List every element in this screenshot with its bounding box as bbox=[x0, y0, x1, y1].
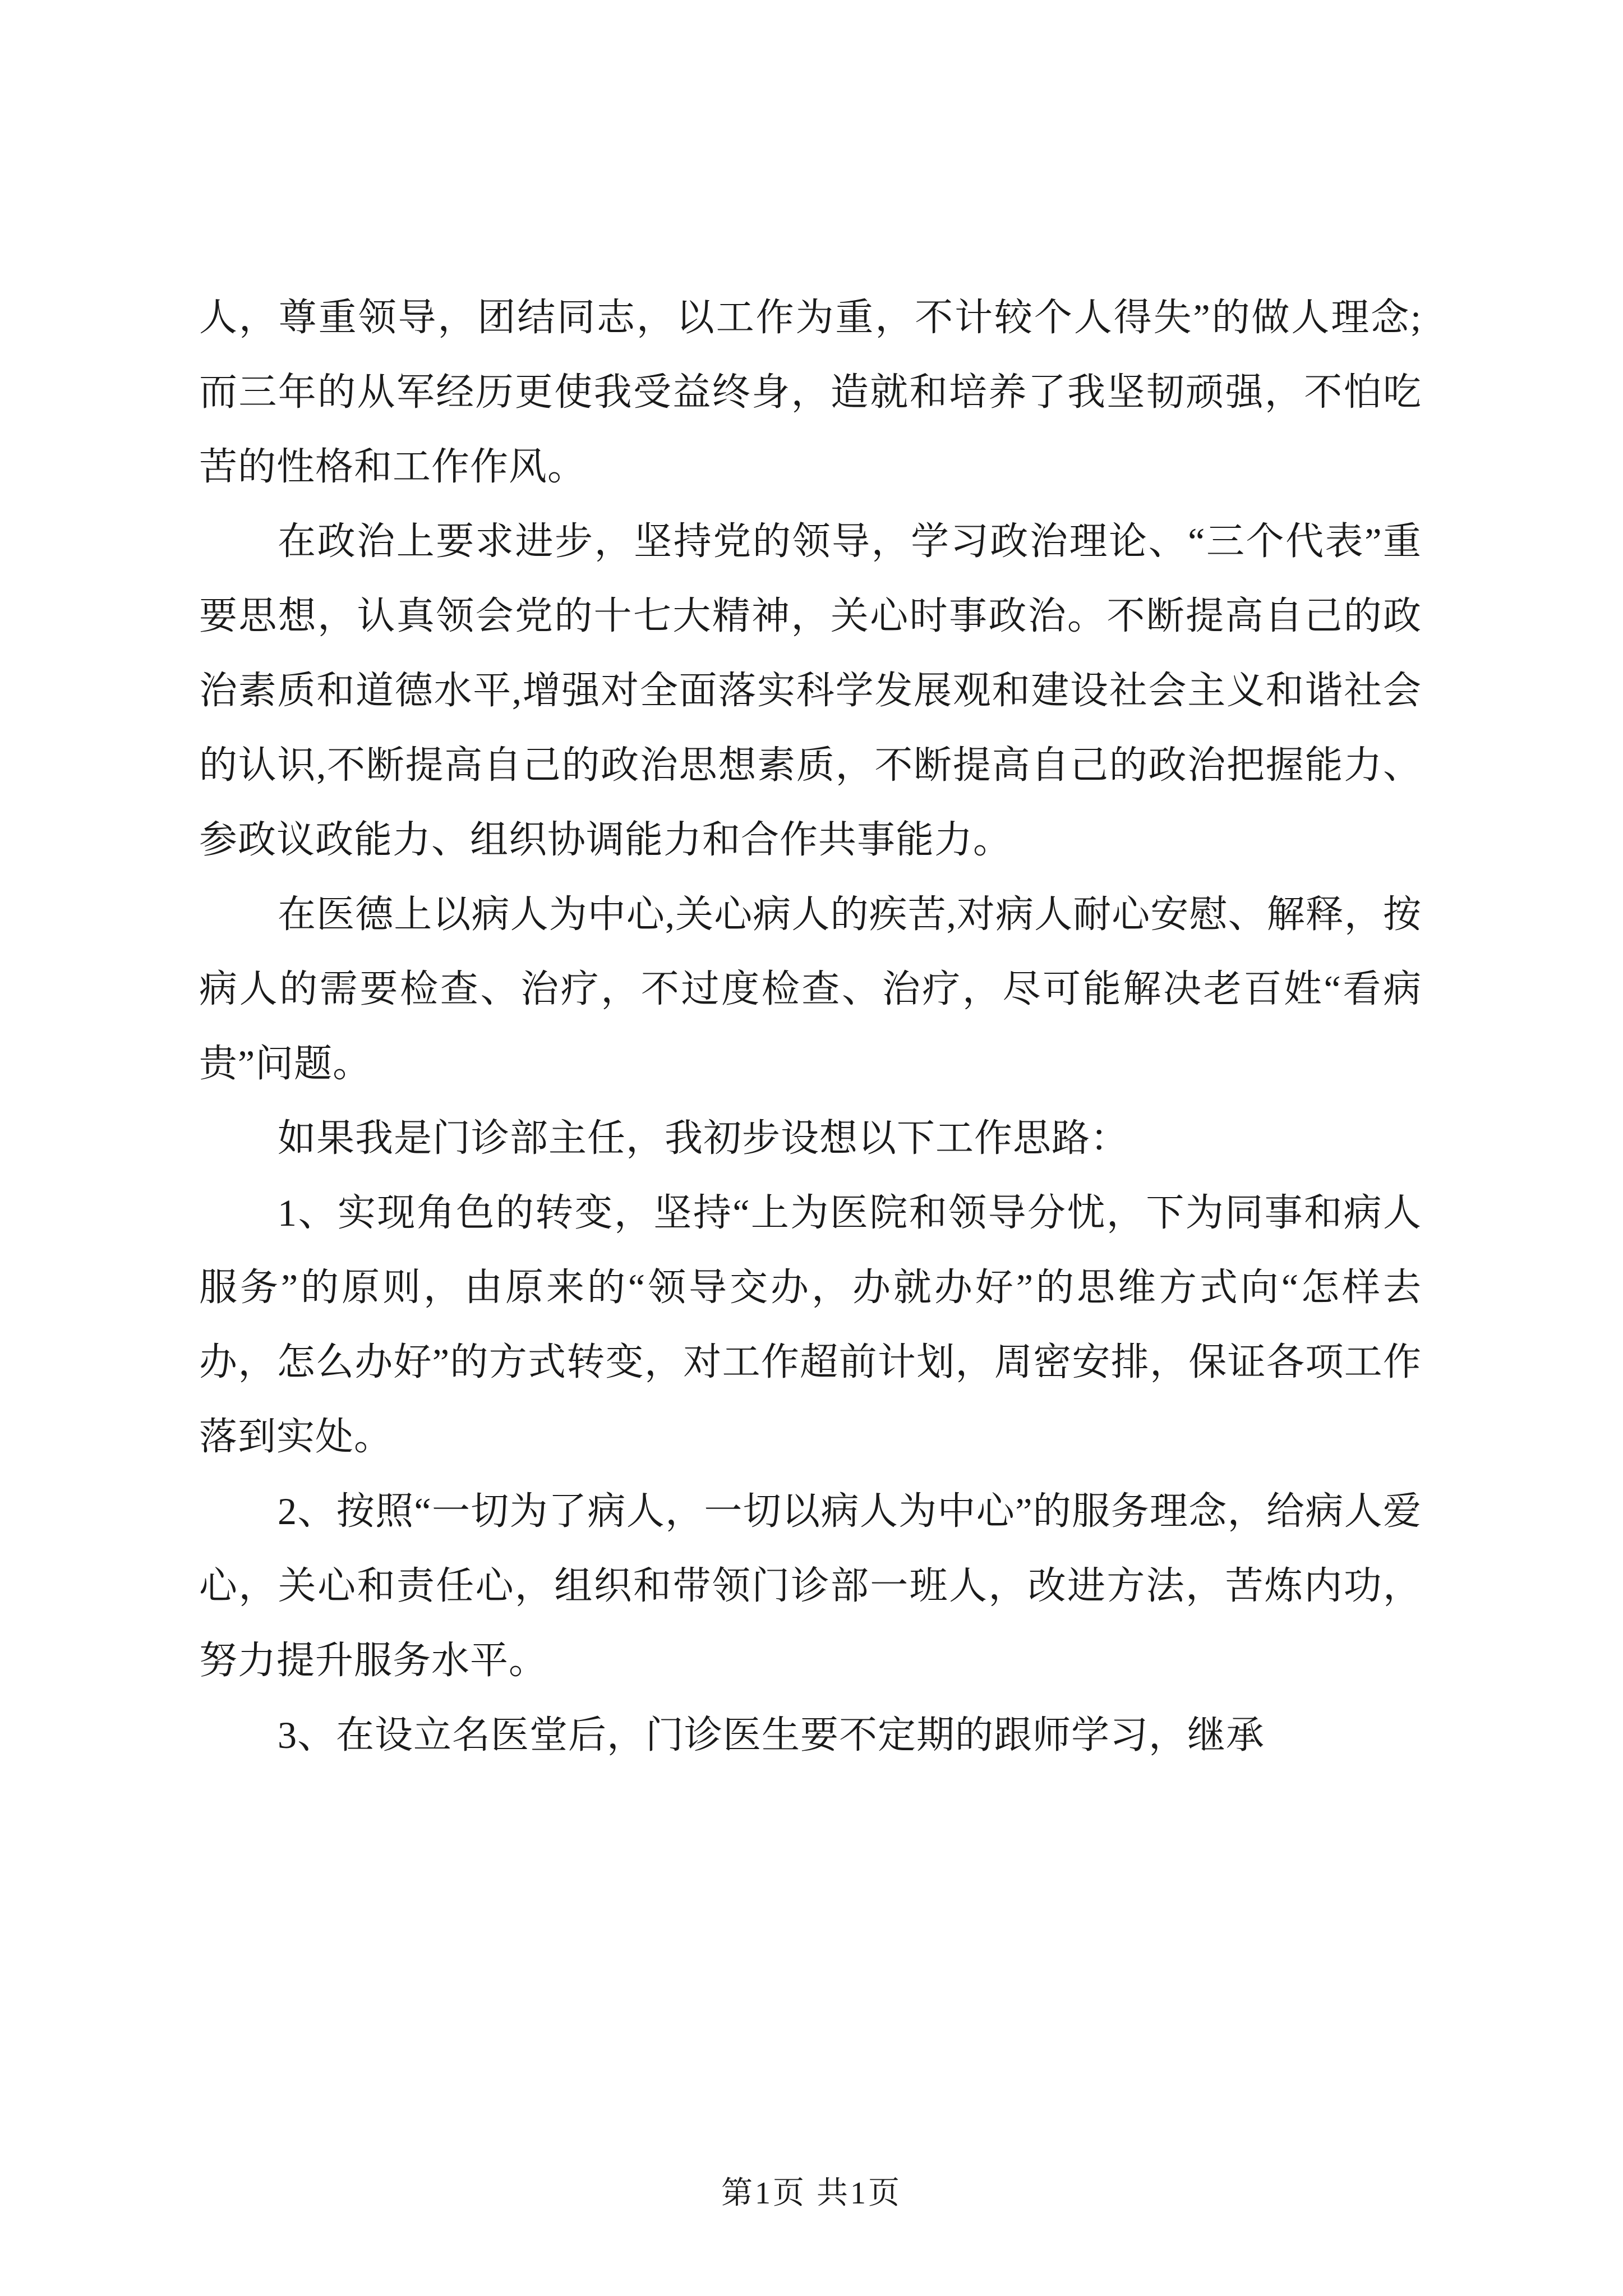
document-body bbox=[199, 280, 1422, 1773]
page-footer: 第1页 共1页 bbox=[721, 2176, 902, 2211]
paragraph: 如果我是门诊部主任，我初步设想以下工作思路： bbox=[278, 1117, 1129, 1159]
paragraph: 1、实现角色的转变，坚持“上为医院和领导分忧，下为同事和病人服务”的原则，由原来的“领导交办，办就办好”的思维方式向“怎样去办，怎么办好”的方式转变，对工作超前计划，周密安排，保证各项工作落到实处。 bbox=[199, 1191, 1422, 1458]
paragraph: 在医德上以病人为中心,关心病人的疾苦,对病人耐心安慰、解释，按病人的需要检查、治疗，不过度检查、治疗，尽可能解决老百姓“看病贵”问题。 bbox=[199, 893, 1422, 1085]
paragraph: 2、按照“一切为了病人，一切以病人为中心”的服务理念，给病人爱心，关心和责任心，组织和带领门诊部一班人，改进方法，苦炼内功，努力提升服务水平。 bbox=[199, 1490, 1422, 1682]
paragraph: 在政治上要求进步，坚持党的领导，学习政治理论、“三个代表”重要思想，认真领会党的十七大精神，关心时事政治。不断提高自己的政治素质和道德水平,增强对全面落实科学发展观和建设社会主义和谐社会的认识,不断提高自己的政治思想素质，不断提高自己的政治把握能力、参政议政能力、组织协调能力和合作共事能力。 bbox=[199, 520, 1422, 861]
paragraph: 3、在设立名医堂后，门诊医生要不定期的跟师学习，继承 bbox=[278, 1714, 1265, 1756]
paragraph: 人，尊重领导，团结同志，以工作为重，不计较个人得失”的做人理念;而三年的从军经历更使我受益终身，造就和培养了我坚韧顽强，不怕吃苦的性格和工作作风。 bbox=[199, 296, 1422, 488]
